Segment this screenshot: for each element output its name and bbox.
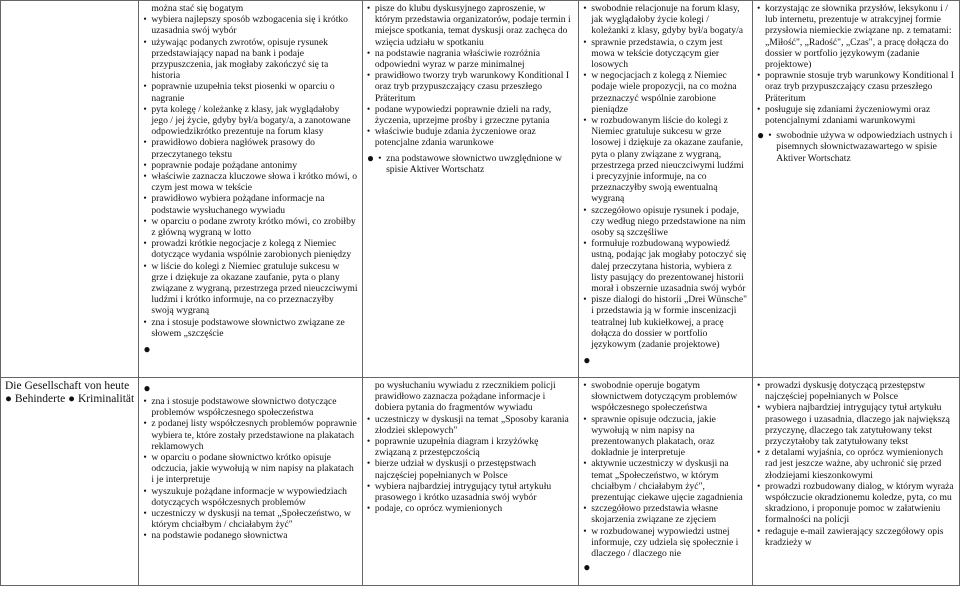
bullet-dot-icon: ●	[143, 381, 151, 395]
topic-subtitle: Kriminalität	[77, 393, 135, 405]
bullet-dot-icon: ●	[757, 128, 765, 143]
list-item: • na podstawie podanego słownictwa	[143, 530, 357, 541]
list-item: • swobodnie operuje bogatym słownictwem dotyczącym problemów współczesnego społeczeństwa	[583, 380, 748, 414]
criteria-list	[757, 3, 955, 126]
list-item: • z podanej listy współczesnych problemów poprawnie wybiera te, które zostały przedstawione na plakatach reklamowych	[143, 418, 357, 452]
grade-cell-1	[139, 1, 362, 378]
sub-item	[366, 150, 574, 175]
list-item: • poprawnie uzupełnia diagram i krzyżówkę związaną z przestępczością	[367, 436, 574, 458]
bullet-dot-icon: ●	[583, 353, 591, 368]
list-item: • wyszukuje pożądane informacje w wypowiedziach dotyczących współczesnych problemów	[143, 486, 357, 508]
list-item: • z detalami wyjaśnia, co oprócz wymienionych rad jest jeszcze ważne, aby uchronić się przed złodziejami kieszonkowymi	[757, 447, 955, 481]
grade-cell-2	[362, 1, 578, 378]
list-item: po wysłuchaniu wywiadu z rzecznikiem policji prawidłowo zaznacza pożądane informacje i dobiera pytania do fragmentów wywiadu	[374, 380, 556, 414]
list-item: • pisze dialogi do historii „Drei Wünsche" i przedstawia ją w formie inscenizacji teatralnej lub kukiełkowej, a pracę dołącza do dossier w portfolio językowym (zadanie projektowe)	[583, 294, 748, 350]
list-item: • w liście do kolegi z Niemiec gratuluje sukcesu w grze i dziękuje za okazane zaufanie, pyta o plany związane z wygraną, przestrzega przed nieuczciwymi ludźmi i krótko informuje, na co przeznaczyłby swoją wygraną	[143, 261, 357, 317]
list-item: • na podstawie nagrania właściwie rozróżnia odpowiedni wyraz w parze minimalnej	[367, 48, 574, 70]
criteria-list	[583, 380, 748, 559]
bullet-dot-icon: ●	[68, 393, 76, 405]
topic-subtitle: Behinderte	[14, 393, 66, 405]
list-item: • w rozbudowanej wypowiedzi ustnej informuje, czy udziela się społecznie i dlaczego / dlaczego nie	[583, 526, 748, 560]
list-item: • wybiera najlepszy sposób wzbogacenia się i krótko uzasadnia swój wybór	[143, 14, 357, 36]
grade-cell-2	[362, 378, 578, 586]
list-item: • prawidłowo tworzy tryb warunkowy Konditional I oraz tryb przypuszczający czasu przeszłego Präteritum	[367, 70, 574, 104]
list-item: • formułuje rozbudowaną wypowiedź ustną, podając jak mogłaby potoczyć się dalej przeczytana historia, wybiera z listy pasujący do prezentowanej historii morał i obszernie uzasadnia swój wybór	[583, 238, 748, 294]
list-item: • poprawnie podaje pożądane antonimy	[143, 160, 357, 171]
sub-item-label: zna podstawowe słownictwo uwzględnione w spisie Aktiver Wortschatz	[386, 152, 562, 175]
list-item: • szczegółowo przedstawia własne skojarzenia związane ze zjęciem	[583, 503, 748, 525]
list-item: • właściwie zaznacza kluczowe słowa i krótko mówi, o czym jest mowa w tekście	[143, 171, 357, 193]
criteria-list	[143, 3, 357, 339]
topic-heading	[5, 380, 134, 406]
grade-cell-3	[579, 378, 753, 586]
list-item: • zna i stosuje podstawowe słownictwo związane ze słowem „szczęście	[143, 317, 357, 339]
table-row	[1, 1, 960, 378]
list-item: • uczestniczy w dyskusji na temat „Sposoby karania złodziei sklepowych"	[367, 414, 574, 436]
list-item: • prawidłowo wybiera pożądane informacje na podstawie wysłuchanego wywiadu	[143, 193, 357, 215]
criteria-list	[367, 3, 574, 149]
sub-item-label: swobodnie używa w odpowiedziach ustnych i pisemnych słownictwazawartego w spisie Aktiver Wortschatz	[776, 130, 953, 164]
list-item: • poprawnie uzupełnia tekst piosenki w oparciu o nagranie	[143, 81, 357, 103]
list-item: • redaguje e-mail zawierający szczegółowy opis kradzieży w	[757, 526, 955, 548]
sub-item-text: • zna podstawowe słownictwo uwzględnione w spisie Aktiver Wortschatz	[378, 152, 562, 175]
sub-item	[757, 130, 955, 164]
list-item: • poprawnie stosuje tryb warunkowy Konditional I oraz tryb przypuszczający czasu przeszłego Präteritum	[757, 70, 955, 104]
list-item: • podane wypowiedzi poprawnie dzieli na rady, życzenia, uprzejme prośby i grzeczne pytania	[367, 104, 574, 126]
list-item: • w oparciu o podane słownictwo krótko opisuje odczucia, jakie wywołują w nim napisy na plakatach i je interpretuje	[143, 452, 357, 486]
list-item: można stać się bogatym	[151, 3, 244, 14]
list-item: • zna i stosuje podstawowe słownictwo dotyczące problemów współczesnego społeczeństwa	[143, 396, 357, 418]
list-item: • pyta kolegę / koleżankę z klasy, jak wyglądałoby jego / jej życie, gdyby był/a bogaty/a, a zanotowane odpowiedzikrótko prezentuje na forum klasy	[143, 104, 357, 138]
grade-cell-4	[753, 1, 960, 378]
sub-item-text: • swobodnie używa w odpowiedziach ustnych i pisemnych słownictwazawartego w spisie Aktiver Wortschatz	[768, 130, 953, 164]
list-item: • w negocjacjach z kolegą z Niemiec podaje wiele propozycji, na co można przeznaczyć wspólnie zarobione pieniądze	[583, 70, 748, 115]
list-item: • prowadzi krótkie negocjacje z kolegą z Niemiec dotyczące wydania wspólnie zarobionych pieniędzy	[143, 238, 357, 260]
list-item: • prawidłowo dobiera nagłówek prasowy do przeczytanego tekstu	[143, 137, 357, 159]
list-item: • wybiera najbardziej intrygujący tytuł artykułu prasowego i krótko uzasadnia swój wybór	[367, 481, 574, 503]
criteria-list	[757, 380, 955, 548]
grade-cell-1	[139, 378, 362, 586]
criteria-list	[143, 396, 357, 542]
table-row	[1, 378, 960, 586]
list-item: • uczestniczy w dyskusji na temat „Społeczeństwo, w którym chciałbym / chciałabym żyć"	[143, 508, 357, 530]
list-item: • posługuje się zdaniami życzeniowymi oraz potencjalnymi zdaniami warunkowymi	[757, 104, 955, 126]
list-item: • podaje, co oprócz wymienionych	[367, 503, 574, 514]
list-item: • korzystając ze słownika przysłów, leksykonu i / lub internetu, prezentuje w atrakcyjnej formie przysłowia niemieckie związane np. z tematami: „Miłość", „Radość", „Czas", a pracę dołącza do dossier w portfolio językowym (zadanie projektowe)	[757, 3, 955, 70]
list-item: • sprawnie przedstawia, o czym jest mowa w tekście dotyczącym gier losowych	[583, 37, 748, 71]
criteria-list	[583, 3, 748, 350]
topic-title: Die Gesellschaft von heute	[5, 380, 130, 392]
list-item: • bierze udział w dyskusji o przestępstwach najczęściej popełnianych w Polsce	[367, 458, 574, 480]
list-item: • sprawnie opisuje odczucia, jakie wywołują w nim napisy na prezentowanych plakatach, oraz dokładnie je interpretuje	[583, 414, 748, 459]
list-item: • używając podanych zwrotów, opisuje rysunek przedstawiający napad na bank i podaje przypuszczenia, jak mogłaby zakończyć się ta historia	[143, 37, 357, 82]
bullet-dot-icon: ●	[366, 150, 375, 165]
topic-cell	[1, 1, 139, 378]
list-item: • wybiera najbardziej intrygujący tytuł artykułu prasowego i uzasadnia, dlaczego jak największą przyczynę, dlaczego tak zatytułowany tekst przyczytałoby tak zatytułowany tekst	[757, 402, 955, 447]
grade-cell-3	[579, 1, 753, 378]
list-item: • prowadzi dyskusję dotyczącą przestępstw najczęściej popełnianych w Polsce	[757, 380, 955, 402]
criteria-list	[367, 380, 574, 514]
grade-cell-4	[753, 378, 960, 586]
bullet-dot-icon: ●	[143, 342, 151, 357]
list-item: • aktywnie uczestniczy w dyskusji na temat „Społeczeństwo, w którym chciałbym / chciałabym żyć", prezentując ciekawe ujęcie zagadnienia	[583, 458, 748, 503]
bullet-dot-icon: ●	[583, 560, 591, 575]
topic-cell	[1, 378, 139, 586]
list-item: • pisze do klubu dyskusyjnego zaproszenie, w którym przedstawia organizatorów, podaje termin i miejsce spotkania, temat dyskusji oraz zachęca do wzięcia udziału w spotkaniu	[367, 3, 574, 48]
list-item: • w rozbudowanym liście do kolegi z Niemiec gratuluje sukcesu w grze losowej i dziękuje za okazane zaufanie, pyta o plany związane z wygraną, przestrzega przed nieuczciwymi ludźmi i precyzyjnie informuje, na co przeznaczyłby swoją ewentualną wygraną	[583, 115, 748, 205]
list-item: • w oparciu o podane zwroty krótko mówi, co zrobiłby z główną wygraną w lotto	[143, 216, 357, 238]
list-item: • właściwie buduje zdania życzeniowe oraz potencjalne zdania warunkowe	[367, 126, 574, 148]
list-item: • swobodnie relacjonuje na forum klasy, jak wyglądałoby życie kolegi / koleżanki z klasy, gdyby był/a bogaty/a	[583, 3, 748, 37]
list-item: • prowadzi rozbudowany dialog, w którym wyraża współczucie okradzionemu koledze, pyta, co mu skradziono, i proponuje pomoc w załatwieniu formalności na policji	[757, 481, 955, 526]
list-item: • szczegółowo opisuje rysunek i podaje, czy według niego przedstawione na nim osoby są szczęśliwe	[583, 205, 748, 239]
bullet-dot-icon: ●	[5, 393, 12, 405]
